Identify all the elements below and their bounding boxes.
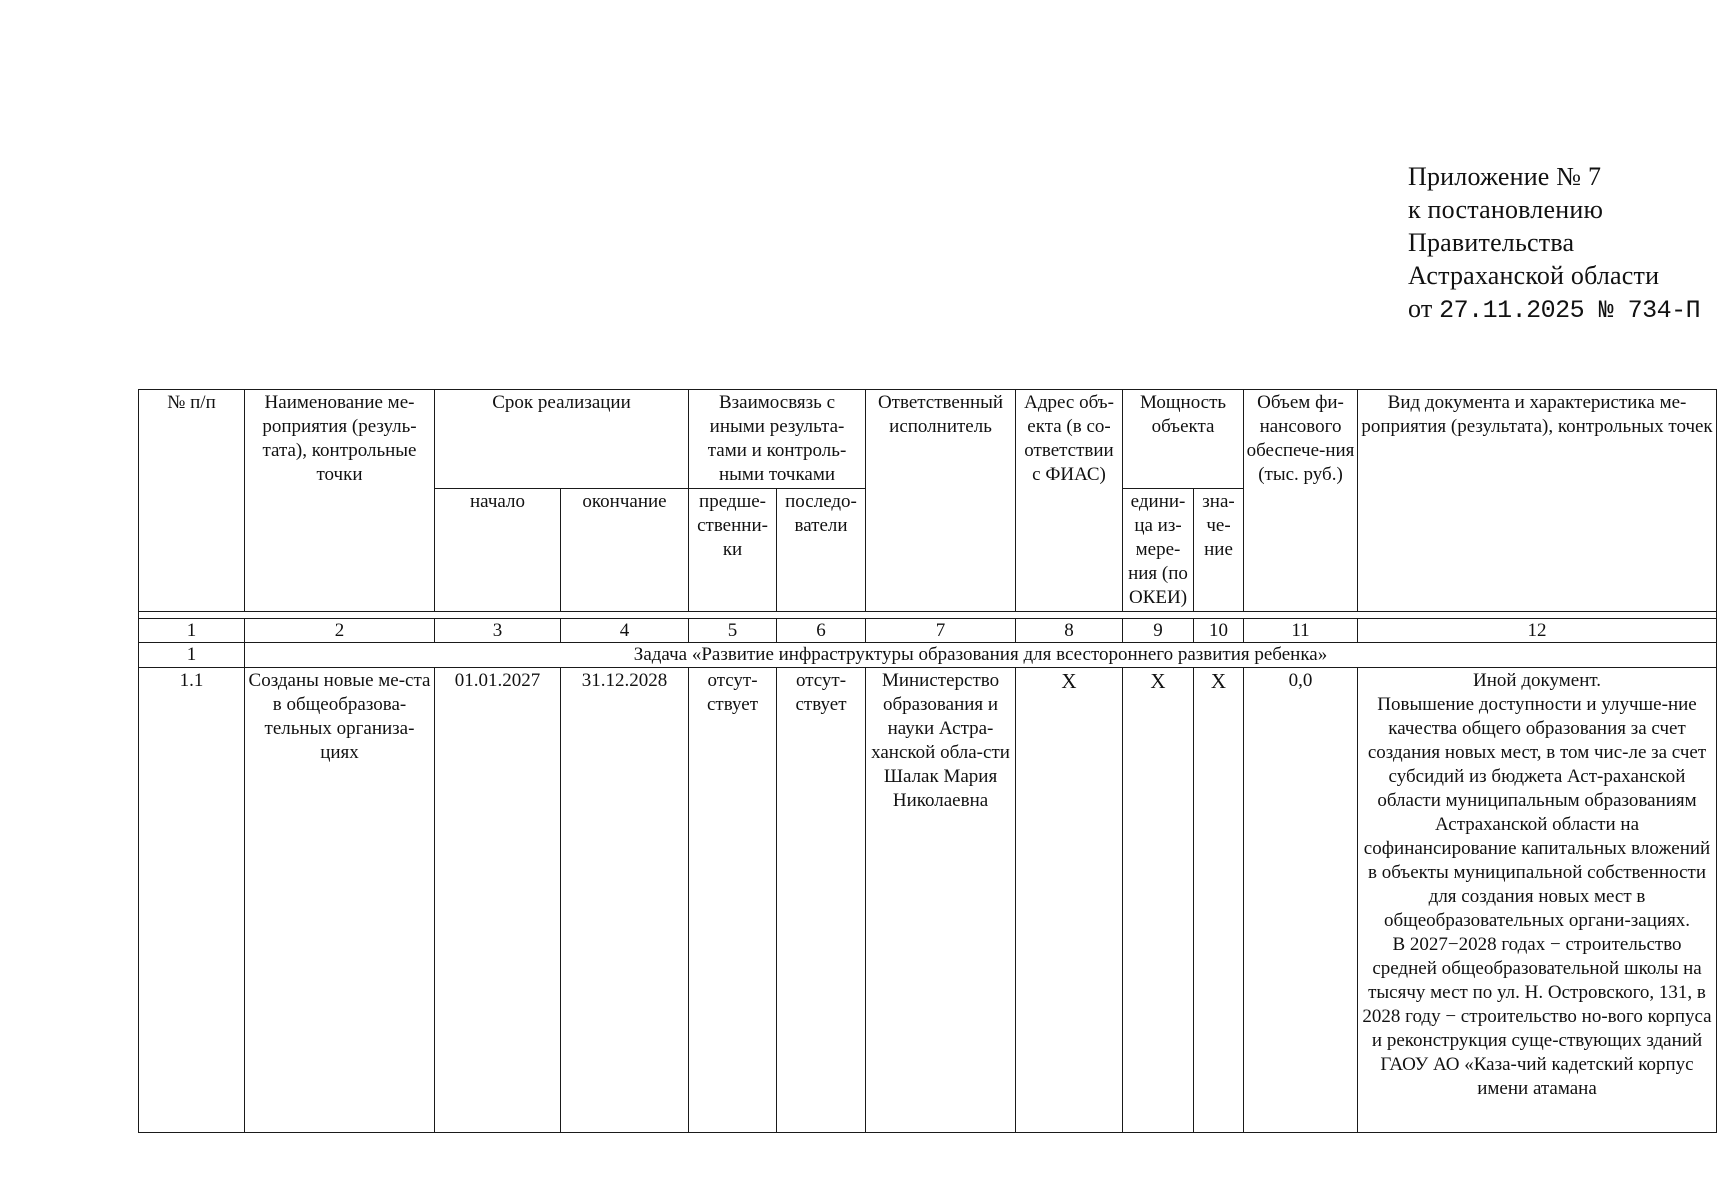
date-prefix: от xyxy=(1408,294,1433,323)
header-funding: Объем фи-нансового обеспече-ния (тыс. руб.) xyxy=(1244,390,1358,612)
header-number: № п/п xyxy=(139,390,245,612)
column-number-row xyxy=(139,619,1717,643)
column-number: 2 xyxy=(245,619,435,643)
row-number: 1.1 xyxy=(139,668,245,1133)
row-end-date: 31.12.2028 xyxy=(561,668,689,1133)
attachment-line-4: Астраханской области xyxy=(1408,261,1660,290)
header-name: Наименование ме-роприятия (резуль-тата), контрольные точки xyxy=(245,390,435,612)
column-number: 1 xyxy=(139,619,245,643)
row-predecessors: отсут-ствует xyxy=(689,668,777,1133)
column-number: 7 xyxy=(866,619,1016,643)
attachment-line-2: к постановлению xyxy=(1408,195,1604,224)
row-value: X xyxy=(1194,668,1244,1133)
column-number: 10 xyxy=(1194,619,1244,643)
plan-table xyxy=(138,389,1717,1133)
document-type: Иной документ. xyxy=(1473,670,1601,691)
attachment-line-3: Правительства xyxy=(1408,228,1575,257)
table-gap xyxy=(139,612,1717,619)
responsible-organization: Министерство образования и науки Астра-ханской обла-сти xyxy=(871,670,1010,763)
header-unit: едини-ца из-мере-ния (по ОКЕИ) xyxy=(1123,489,1194,612)
row-unit: X xyxy=(1123,668,1194,1133)
table-row xyxy=(139,668,1717,1133)
column-number: 12 xyxy=(1358,619,1717,643)
attachment-line-5 xyxy=(1408,292,1700,327)
column-number: 4 xyxy=(561,619,689,643)
column-number: 9 xyxy=(1123,619,1194,643)
resolution-date-number: 27.11.2025 № 734-П xyxy=(1439,296,1701,325)
header-start: начало xyxy=(435,489,561,612)
header-end: окончание xyxy=(561,489,689,612)
header-address: Адрес объ-екта (в со-ответствии с ФИАС) xyxy=(1016,390,1123,612)
column-number: 11 xyxy=(1244,619,1358,643)
column-number: 6 xyxy=(777,619,866,643)
header-capacity: Мощность объекта xyxy=(1123,390,1244,489)
task-title: Задача «Развитие инфраструктуры образования для всестороннего развития ребенка» xyxy=(245,643,1717,668)
header-successors: последо-ватели xyxy=(777,489,866,612)
header-row-top xyxy=(139,390,1717,489)
row-funding: 0,0 xyxy=(1244,668,1358,1133)
header-period: Срок реализации xyxy=(435,390,689,489)
column-number: 5 xyxy=(689,619,777,643)
task-number: 1 xyxy=(139,643,245,668)
column-number: 8 xyxy=(1016,619,1123,643)
row-name: Созданы новые ме-ста в общеобразова-тельных организа-циях xyxy=(245,668,435,1133)
attachment-header xyxy=(1408,160,1700,327)
header-links: Взаимосвязь с иными результа-тами и контроль-ными точками xyxy=(689,390,866,489)
header-value: зна-че-ние xyxy=(1194,489,1244,612)
document-text-1: Повышение доступности и улучше-ние качества общего образования за счет создания новых мест, в том чис-ле за счет субсидий из бюджета Аст-раханской области муниципальным образованиям Астраханской области на софинансирование капитальных вложений в объекты муниципальной собственности для создания новых мест в общеобразовательных органи-зациях. xyxy=(1363,694,1711,931)
row-document xyxy=(1358,668,1717,1133)
attachment-line-1: Приложение № 7 xyxy=(1408,162,1602,191)
row-responsible xyxy=(866,668,1016,1133)
row-successors: отсут-ствует xyxy=(777,668,866,1133)
header-document: Вид документа и характеристика ме-роприятия (результата), контрольных точек xyxy=(1358,390,1717,612)
header-predecessors: предше-ственни-ки xyxy=(689,489,777,612)
row-start-date: 01.01.2027 xyxy=(435,668,561,1133)
header-responsible: Ответственный исполнитель xyxy=(866,390,1016,612)
document-text-2: В 2027−2028 годах − строительство средней общеобразовательной школы на тысячу мест по ул. Н. Островского, 131, в 2028 году − строительство но-вого корпуса и реконструкция суще-ствующих зданий ГАОУ АО «Каза-чий кадетский корпус имени атамана xyxy=(1362,934,1712,1099)
task-row xyxy=(139,643,1717,668)
column-number: 3 xyxy=(435,619,561,643)
row-address: X xyxy=(1016,668,1123,1133)
responsible-person: Шалак Мария Николаевна xyxy=(883,766,998,811)
